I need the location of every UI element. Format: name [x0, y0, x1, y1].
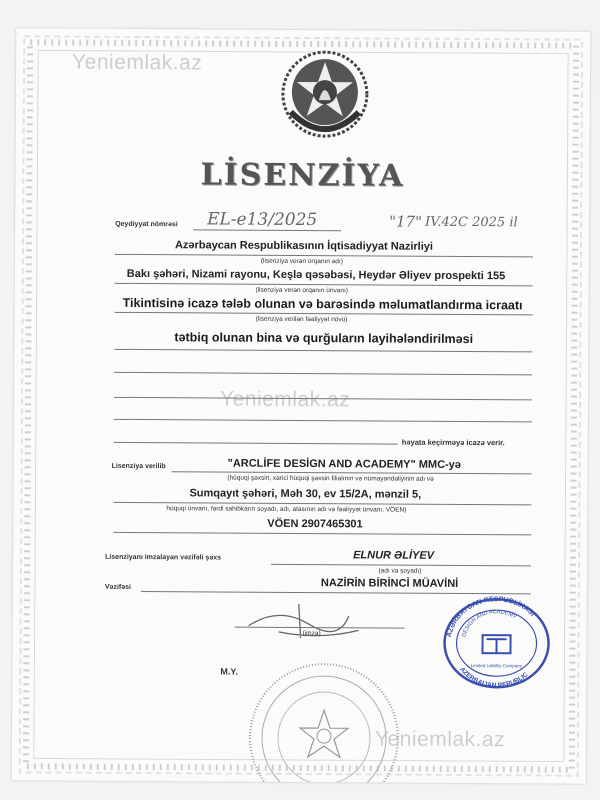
- signatory-position: NAZİRİN BİRİNCİ MÜAVİNİ: [320, 577, 459, 590]
- stamp-inner-caption: Limited Liability Company: [470, 663, 523, 669]
- issuer-address: Bakı şəhəri, Nizami rayonu, Keşlə qəsəbəsi, Heydər Əliyev prospekti 155: [126, 267, 506, 283]
- svg-text:AZERBAIJAN REPUBLIC: [458, 666, 530, 689]
- activity-caption: (lisenziya verilən fəaliyyət növü): [255, 315, 348, 324]
- signatory-name-caption: (adı və soyadı): [378, 567, 422, 575]
- handwritten-signature: [239, 596, 369, 647]
- watermark-text: Yeniemlak.az: [72, 50, 203, 75]
- signature-caption: (imza): [302, 630, 321, 638]
- signatory-label: Lisenziyanı imzalayan vəzifəli şəxs: [105, 553, 222, 562]
- licensee-address: Sumqayıt şəhəri, Məh 30, ev 15/2A, mənzil 5,: [189, 487, 422, 501]
- stamp-inner-text: DESIGN AND ACADEMY: [461, 609, 518, 638]
- coat-of-arms-emblem: [281, 50, 370, 139]
- watermark-text: Yeniemlak.az: [374, 727, 506, 752]
- licensee-voen: VÖEN 2907465301: [267, 517, 363, 531]
- stamp-outer-top-text: AZƏRBAYCAN RESPUBLİKASI: [446, 596, 536, 638]
- registration-label: Qeydiyyat nömrəsi: [115, 220, 178, 229]
- svg-text:DESIGN AND ACADEMY: [461, 609, 517, 638]
- seal-place-label: M.Y.: [220, 666, 238, 677]
- watermark-text: Yeniemlak.az: [219, 387, 351, 412]
- issuer-name: Azərbaycan Respublikasının İqtisadiyyat Nazirliyi: [174, 239, 433, 253]
- position-label: Vəzifəsi: [104, 583, 131, 591]
- svg-text:AZƏRBAYCAN RESPUBLİKASI: [446, 596, 536, 638]
- signatory-name: ELNUR ƏLİYEV: [353, 549, 435, 562]
- activity-line-1: Tikintisinə icazə tələb olunan və barəsində məlumatlandırma icraatı: [122, 295, 523, 313]
- registration-date: IV.42C 2025 il: [425, 214, 518, 231]
- activity-line-2: tətbiq olunan bina və qurğuların layihələndirilməsi: [174, 330, 474, 347]
- activity-tail: həyata keçirməyə icazə verir.: [401, 437, 505, 448]
- licensee-name: "ARCLİFE DESİGN AND ACADEMY" MMC-yə: [227, 457, 461, 471]
- registration-number: EL-e13/2025: [207, 209, 318, 231]
- licensee-label: Lisenziya verilib: [111, 462, 166, 471]
- registration-day: "17": [389, 212, 423, 231]
- licensee-address-caption: hüquqi ünvanı, fərdi sahibkarın soyadı, adı, atasının adı və fəaliyyət ünvanı, VÖEN): [166, 505, 407, 514]
- document-title: LİSENZİYA: [200, 157, 405, 194]
- stamp-outer-bottom-text: AZERBAIJAN REPUBLIC: [458, 666, 530, 690]
- issuer-address-caption: (lisenziya verən orqanın ünvanı): [255, 286, 348, 295]
- licensee-name-caption: (hüquqi şəxsin, xarici hüquqi şəxsin filialının və nümayəndəliyinin adı və: [227, 474, 434, 483]
- official-seal: [244, 658, 405, 783]
- license-document: [12, 28, 591, 783]
- company-stamp: [436, 591, 557, 692]
- issuer-name-caption: (lisenziya verən orqanın adı): [260, 257, 343, 266]
